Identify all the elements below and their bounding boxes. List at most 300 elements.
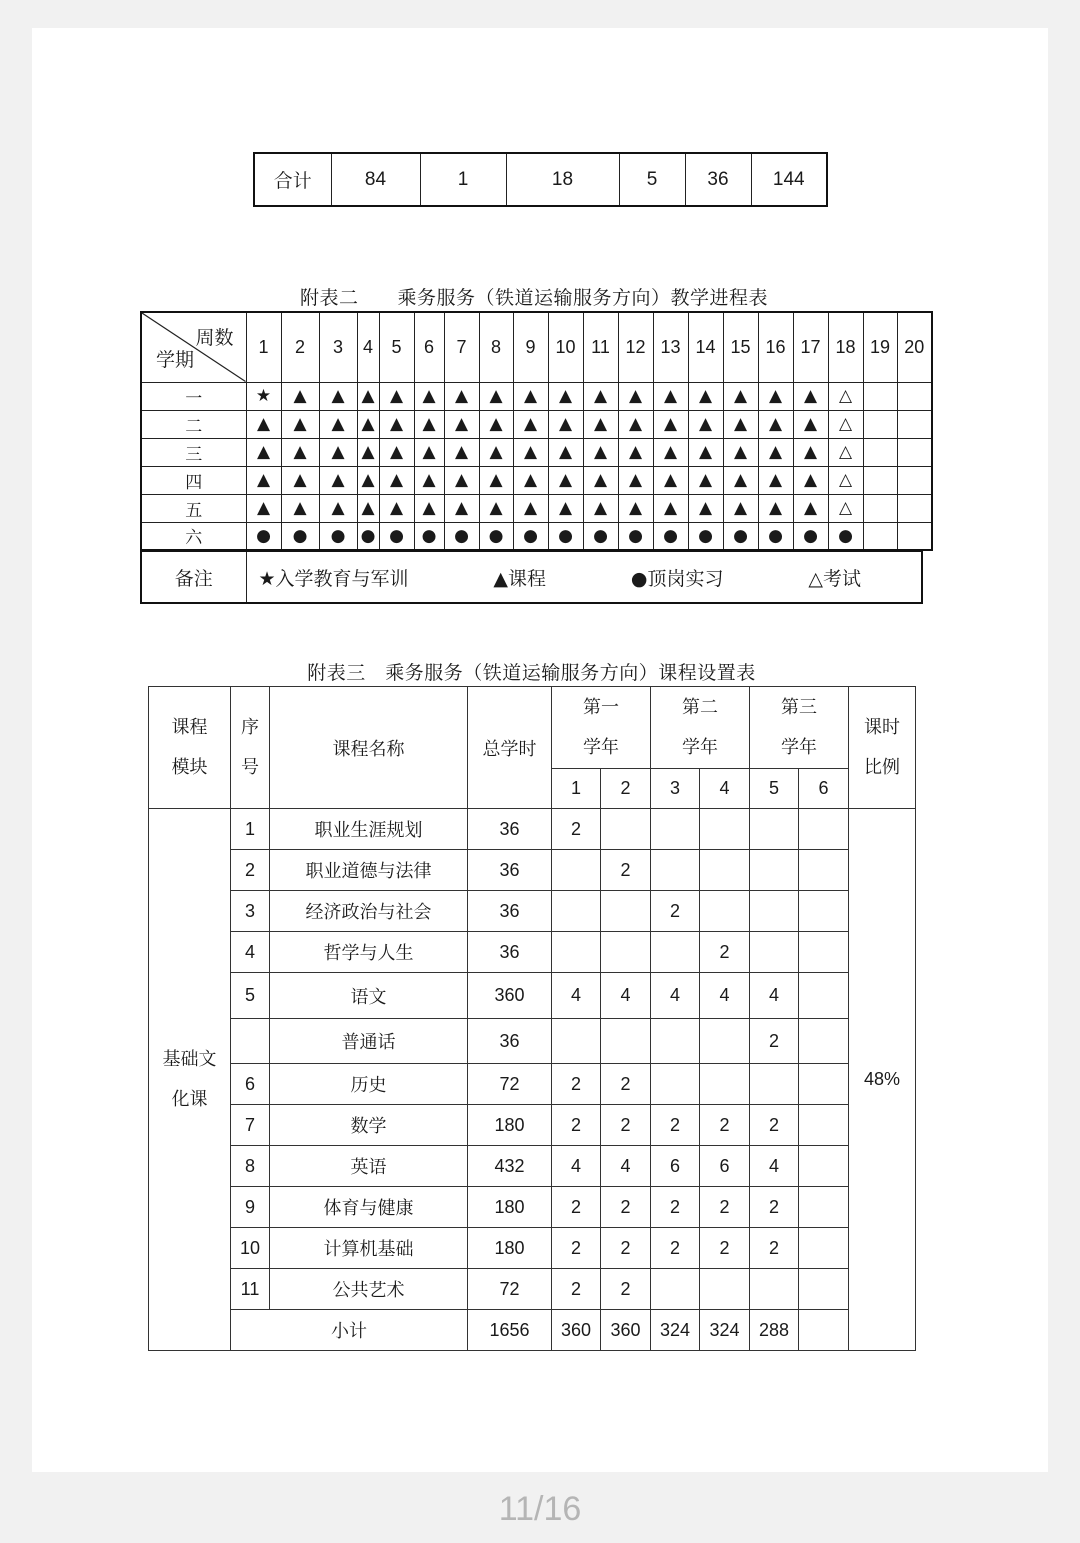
course-seq: 7 xyxy=(231,1105,270,1146)
total-row xyxy=(254,153,827,206)
schedule-cell: ● xyxy=(758,522,793,550)
schedule-cell: ▲ xyxy=(414,438,444,466)
term-hours xyxy=(799,1187,849,1228)
term-hours xyxy=(799,1269,849,1310)
schedule-cell: ● xyxy=(444,522,479,550)
semester-label: 二 xyxy=(141,410,246,438)
course-seq: 4 xyxy=(231,932,270,973)
schedule-cell: ▲ xyxy=(281,494,319,522)
term-hours: 2 xyxy=(601,850,651,891)
week-header: 20 xyxy=(897,312,932,382)
course-seq: 10 xyxy=(231,1228,270,1269)
schedule-cell: ● xyxy=(548,522,583,550)
term-hours: 2 xyxy=(700,1228,750,1269)
schedule-cell: ▲ xyxy=(479,494,513,522)
week-header: 5 xyxy=(379,312,414,382)
header-ratio xyxy=(849,687,916,809)
schedule-cell: ▲ xyxy=(513,438,548,466)
schedule-cell xyxy=(897,466,932,494)
week-header: 14 xyxy=(688,312,723,382)
week-header: 19 xyxy=(863,312,897,382)
schedule-cell xyxy=(897,410,932,438)
term-hours xyxy=(552,1019,601,1064)
term-hours: 2 xyxy=(601,1187,651,1228)
schedule-cell: ▲ xyxy=(688,494,723,522)
course-name: 计算机基础 xyxy=(270,1228,468,1269)
week-header: 1 xyxy=(246,312,281,382)
term-hours xyxy=(651,850,700,891)
term-hours xyxy=(799,1019,849,1064)
schedule-cell: ▲ xyxy=(513,410,548,438)
schedule-cell: ▲ xyxy=(548,438,583,466)
term-hours xyxy=(750,1269,799,1310)
term-hours: 2 xyxy=(552,1105,601,1146)
week-header: 9 xyxy=(513,312,548,382)
remark-row xyxy=(141,551,922,603)
schedule-cell: ● xyxy=(618,522,653,550)
week-header: 8 xyxy=(479,312,513,382)
schedule-cell: △ xyxy=(828,466,863,494)
course-seq: 3 xyxy=(231,891,270,932)
schedule-cell: ▲ xyxy=(414,494,444,522)
schedule-cell: ▲ xyxy=(319,466,357,494)
term-hours: 6 xyxy=(651,1146,700,1187)
schedule-cell: ▲ xyxy=(618,494,653,522)
schedule-cell: ▲ xyxy=(513,466,548,494)
term-hours xyxy=(651,809,700,850)
schedule-cell: ▲ xyxy=(793,410,828,438)
term-hours xyxy=(651,1064,700,1105)
course-name: 职业生涯规划 xyxy=(270,809,468,850)
schedule-cell: ▲ xyxy=(653,410,688,438)
schedule-cell: ▲ xyxy=(479,438,513,466)
term-hours xyxy=(552,850,601,891)
schedule-cell: ▲ xyxy=(583,466,618,494)
schedule-cell: ▲ xyxy=(444,466,479,494)
total-value: 84 xyxy=(331,153,420,206)
term-hours: 2 xyxy=(651,1228,700,1269)
term-hours: 4 xyxy=(601,1146,651,1187)
term-hours xyxy=(799,1105,849,1146)
term-hours xyxy=(651,932,700,973)
remark-legend xyxy=(246,551,922,603)
schedule-cell: ▲ xyxy=(479,410,513,438)
schedule-cell: ▲ xyxy=(513,382,548,410)
schedule-cell: ▲ xyxy=(281,382,319,410)
term-hours xyxy=(651,1019,700,1064)
schedule-cell xyxy=(897,382,932,410)
schedule-cell: △ xyxy=(828,382,863,410)
schedule-cell: ▲ xyxy=(688,382,723,410)
term-hours: 2 xyxy=(700,1187,750,1228)
schedule-cell xyxy=(897,522,932,550)
schedule-cell: ▲ xyxy=(618,438,653,466)
legend-internship: ●顶岗实习 xyxy=(630,567,724,590)
term-hours: 4 xyxy=(750,973,799,1019)
header-total-hours: 总学时 xyxy=(468,687,552,809)
header-year2 xyxy=(651,687,750,769)
schedule-cell: ▲ xyxy=(793,438,828,466)
term-hours: 4 xyxy=(651,973,700,1019)
schedule-cell: ▲ xyxy=(618,466,653,494)
subtotal-term: 360 xyxy=(552,1310,601,1351)
schedule-cell xyxy=(863,466,897,494)
term-hours: 2 xyxy=(651,891,700,932)
term-hours xyxy=(799,850,849,891)
term-hours xyxy=(799,1228,849,1269)
header-seq-text: 序号 xyxy=(241,716,259,778)
corner-weeks-label: 周数 xyxy=(195,327,234,349)
schedule-header-row xyxy=(141,312,932,382)
semester-label: 六 xyxy=(141,522,246,550)
course-name: 语文 xyxy=(270,973,468,1019)
schedule-cell: ▲ xyxy=(548,382,583,410)
schedule-cell: ● xyxy=(723,522,758,550)
course-seq: 6 xyxy=(231,1064,270,1105)
schedule-cell: ▲ xyxy=(548,494,583,522)
course-row xyxy=(149,1064,916,1105)
term-hours xyxy=(651,1269,700,1310)
course-row xyxy=(149,1187,916,1228)
schedule-cell: ▲ xyxy=(379,438,414,466)
term-3: 3 xyxy=(651,769,700,809)
term-hours: 2 xyxy=(552,1269,601,1310)
term-hours xyxy=(750,809,799,850)
header-year2-text: 第二学年 xyxy=(682,696,718,758)
schedule-cell: ▲ xyxy=(653,494,688,522)
course-row xyxy=(149,1105,916,1146)
total-label: 合计 xyxy=(254,153,331,206)
schedule-cell: ▲ xyxy=(793,466,828,494)
course-name: 哲学与人生 xyxy=(270,932,468,973)
term-hours xyxy=(700,891,750,932)
term-hours xyxy=(799,809,849,850)
term-4: 4 xyxy=(700,769,750,809)
schedule-cell xyxy=(863,410,897,438)
schedule-cell: ▲ xyxy=(246,466,281,494)
schedule-cell: ● xyxy=(414,522,444,550)
semester-row xyxy=(141,410,932,438)
schedule-cell: ● xyxy=(513,522,548,550)
term-hours: 2 xyxy=(750,1019,799,1064)
total-value: 144 xyxy=(751,153,827,206)
course-seq: 5 xyxy=(231,973,270,1019)
course-name: 公共艺术 xyxy=(270,1269,468,1310)
course-row xyxy=(149,973,916,1019)
schedule-cell: ▲ xyxy=(688,410,723,438)
total-row-table xyxy=(253,152,828,207)
term-hours xyxy=(601,891,651,932)
schedule-cell: ● xyxy=(246,522,281,550)
schedule-cell: ▲ xyxy=(758,410,793,438)
schedule-cell xyxy=(863,494,897,522)
course-row xyxy=(149,1146,916,1187)
schedule-cell: ▲ xyxy=(723,438,758,466)
header-module xyxy=(149,687,231,809)
schedule-cell: ▲ xyxy=(319,382,357,410)
schedule-cell: ▲ xyxy=(758,466,793,494)
schedule-cell: ▲ xyxy=(583,438,618,466)
schedule-cell: ▲ xyxy=(548,410,583,438)
legend-orientation: ★入学教育与军训 xyxy=(258,567,409,590)
schedule-cell: ▲ xyxy=(357,494,379,522)
course-table xyxy=(148,686,916,1351)
semester-row xyxy=(141,438,932,466)
course-hours: 36 xyxy=(468,809,552,850)
schedule-cell: ▲ xyxy=(379,410,414,438)
schedule-cell: ▲ xyxy=(379,466,414,494)
total-value: 36 xyxy=(685,153,751,206)
subtotal-label: 小计 xyxy=(231,1310,468,1351)
schedule-cell: ● xyxy=(793,522,828,550)
schedule-cell: ▲ xyxy=(246,410,281,438)
schedule-cell: ● xyxy=(653,522,688,550)
course-name: 经济政治与社会 xyxy=(270,891,468,932)
total-value: 1 xyxy=(420,153,506,206)
term-5: 5 xyxy=(750,769,799,809)
term-hours xyxy=(601,932,651,973)
schedule-cell: ▲ xyxy=(618,410,653,438)
term-hours: 2 xyxy=(750,1228,799,1269)
week-header: 6 xyxy=(414,312,444,382)
course-name: 历史 xyxy=(270,1064,468,1105)
week-header: 13 xyxy=(653,312,688,382)
course-hours: 180 xyxy=(468,1228,552,1269)
term-hours: 4 xyxy=(750,1146,799,1187)
term-hours: 2 xyxy=(552,809,601,850)
schedule-cell: ▲ xyxy=(444,438,479,466)
schedule-cell: ● xyxy=(379,522,414,550)
schedule-cell: ▲ xyxy=(246,438,281,466)
header-course-name: 课程名称 xyxy=(270,687,468,809)
term-hours xyxy=(799,1064,849,1105)
schedule-cell: △ xyxy=(828,494,863,522)
course-name: 数学 xyxy=(270,1105,468,1146)
course-hours: 36 xyxy=(468,1019,552,1064)
schedule-cell: ▲ xyxy=(548,466,583,494)
subtotal-hours: 1656 xyxy=(468,1310,552,1351)
schedule-cell: ▲ xyxy=(723,382,758,410)
term-hours: 2 xyxy=(601,1269,651,1310)
remark-table xyxy=(140,550,923,604)
schedule-cell: ▲ xyxy=(688,466,723,494)
module-label: 基础文化课 xyxy=(162,1048,217,1110)
term-2: 2 xyxy=(601,769,651,809)
schedule-cell: ▲ xyxy=(357,382,379,410)
term-hours xyxy=(799,891,849,932)
schedule-cell: ▲ xyxy=(688,438,723,466)
schedule-cell: △ xyxy=(828,410,863,438)
course-hours: 36 xyxy=(468,932,552,973)
header-seq xyxy=(231,687,270,809)
schedule-cell xyxy=(863,438,897,466)
schedule-cell: ▲ xyxy=(281,466,319,494)
semester-label: 五 xyxy=(141,494,246,522)
term-hours: 2 xyxy=(601,1105,651,1146)
term-hours: 4 xyxy=(700,973,750,1019)
term-hours: 2 xyxy=(601,1064,651,1105)
table2-caption: 附表二 乘务服务（铁道运输服务方向）教学进程表 xyxy=(299,287,768,309)
schedule-cell: ▲ xyxy=(414,382,444,410)
schedule-cell: ▲ xyxy=(723,466,758,494)
schedule-cell: ▲ xyxy=(319,410,357,438)
term-hours: 6 xyxy=(700,1146,750,1187)
term-hours xyxy=(700,1019,750,1064)
schedule-cell: ▲ xyxy=(319,438,357,466)
course-header-row xyxy=(149,687,916,728)
schedule-cell: ▲ xyxy=(479,382,513,410)
module-cell xyxy=(149,809,231,1351)
term-hours xyxy=(601,809,651,850)
term-hours xyxy=(750,850,799,891)
subtotal-term xyxy=(799,1310,849,1351)
semester-label: 一 xyxy=(141,382,246,410)
week-header: 2 xyxy=(281,312,319,382)
schedule-cell: ▲ xyxy=(793,382,828,410)
course-name: 普通话 xyxy=(270,1019,468,1064)
header-year1-text: 第一学年 xyxy=(583,696,619,758)
week-header: 12 xyxy=(618,312,653,382)
term-hours xyxy=(799,932,849,973)
term-hours: 2 xyxy=(700,1105,750,1146)
schedule-cell: ▲ xyxy=(379,382,414,410)
header-module-text: 课程模块 xyxy=(171,716,208,778)
course-seq: 2 xyxy=(231,850,270,891)
schedule-cell: ▲ xyxy=(793,494,828,522)
term-6: 6 xyxy=(799,769,849,809)
term-hours: 4 xyxy=(552,973,601,1019)
term-hours xyxy=(700,1064,750,1105)
course-name: 职业道德与法律 xyxy=(270,850,468,891)
course-hours: 180 xyxy=(468,1187,552,1228)
term-hours xyxy=(700,809,750,850)
course-row xyxy=(149,1269,916,1310)
schedule-cell: ▲ xyxy=(444,494,479,522)
schedule-cell xyxy=(863,522,897,550)
course-seq: 9 xyxy=(231,1187,270,1228)
course-row xyxy=(149,891,916,932)
term-hours xyxy=(750,932,799,973)
schedule-cell: ● xyxy=(479,522,513,550)
schedule-cell: ▲ xyxy=(758,494,793,522)
course-hours: 72 xyxy=(468,1269,552,1310)
course-hours: 72 xyxy=(468,1064,552,1105)
term-hours: 2 xyxy=(552,1228,601,1269)
legend-course: ▲课程 xyxy=(493,567,547,590)
legend-exam: △考试 xyxy=(808,567,861,590)
term-hours xyxy=(552,891,601,932)
term-hours: 2 xyxy=(651,1187,700,1228)
schedule-cell: ▲ xyxy=(281,438,319,466)
schedule-cell: ▲ xyxy=(653,382,688,410)
semester-row xyxy=(141,382,932,410)
schedule-cell: ▲ xyxy=(379,494,414,522)
term-hours xyxy=(700,850,750,891)
schedule-cell: ● xyxy=(583,522,618,550)
course-hours: 36 xyxy=(468,850,552,891)
week-header: 18 xyxy=(828,312,863,382)
course-seq xyxy=(231,1019,270,1064)
week-header: 11 xyxy=(583,312,618,382)
schedule-cell: ▲ xyxy=(479,466,513,494)
subtotal-term: 288 xyxy=(750,1310,799,1351)
term-hours: 2 xyxy=(552,1064,601,1105)
total-value: 18 xyxy=(506,153,619,206)
term-hours xyxy=(750,891,799,932)
schedule-cell: ▲ xyxy=(319,494,357,522)
schedule-cell: ▲ xyxy=(357,438,379,466)
week-header: 4 xyxy=(357,312,379,382)
schedule-cell: ● xyxy=(281,522,319,550)
schedule-cell: ▲ xyxy=(357,466,379,494)
semester-row xyxy=(141,466,932,494)
schedule-table xyxy=(140,311,933,551)
table3-caption: 附表三 乘务服务（铁道运输服务方向）课程设置表 xyxy=(307,662,756,684)
schedule-cell xyxy=(897,438,932,466)
semester-label: 四 xyxy=(141,466,246,494)
course-row xyxy=(149,932,916,973)
course-hours: 180 xyxy=(468,1105,552,1146)
schedule-cell: ● xyxy=(319,522,357,550)
header-year1 xyxy=(552,687,651,769)
subtotal-term: 324 xyxy=(700,1310,750,1351)
schedule-cell: ▲ xyxy=(414,410,444,438)
schedule-cell: ▲ xyxy=(414,466,444,494)
page-indicator: 11/16 xyxy=(498,1490,582,1528)
term-hours xyxy=(700,1269,750,1310)
header-ratio-text: 课时比例 xyxy=(864,716,900,778)
schedule-cell: ▲ xyxy=(653,466,688,494)
term-1: 1 xyxy=(552,769,601,809)
schedule-cell: ▲ xyxy=(513,494,548,522)
term-hours: 4 xyxy=(552,1146,601,1187)
schedule-cell: ▲ xyxy=(618,382,653,410)
course-name: 体育与健康 xyxy=(270,1187,468,1228)
term-hours: 2 xyxy=(750,1105,799,1146)
course-seq: 8 xyxy=(231,1146,270,1187)
week-header: 15 xyxy=(723,312,758,382)
schedule-cell xyxy=(897,494,932,522)
course-name: 英语 xyxy=(270,1146,468,1187)
course-seq: 1 xyxy=(231,809,270,850)
week-header: 3 xyxy=(319,312,357,382)
schedule-cell: ▲ xyxy=(281,410,319,438)
schedule-cell: ● xyxy=(828,522,863,550)
subtotal-term: 360 xyxy=(601,1310,651,1351)
schedule-cell xyxy=(863,382,897,410)
schedule-cell: ▲ xyxy=(758,382,793,410)
term-hours xyxy=(552,932,601,973)
total-value: 5 xyxy=(619,153,685,206)
schedule-cell: ▲ xyxy=(653,438,688,466)
week-header: 10 xyxy=(548,312,583,382)
semester-row xyxy=(141,522,932,550)
semester-row xyxy=(141,494,932,522)
week-header: 16 xyxy=(758,312,793,382)
schedule-cell: ▲ xyxy=(246,494,281,522)
week-header: 7 xyxy=(444,312,479,382)
schedule-cell: ▲ xyxy=(444,382,479,410)
term-hours: 2 xyxy=(552,1187,601,1228)
course-hours: 36 xyxy=(468,891,552,932)
term-hours xyxy=(750,1064,799,1105)
schedule-cell: ▲ xyxy=(444,410,479,438)
term-hours xyxy=(601,1019,651,1064)
term-hours: 2 xyxy=(700,932,750,973)
header-year3 xyxy=(750,687,849,769)
remark-label: 备注 xyxy=(141,551,246,603)
schedule-cell: ▲ xyxy=(583,382,618,410)
